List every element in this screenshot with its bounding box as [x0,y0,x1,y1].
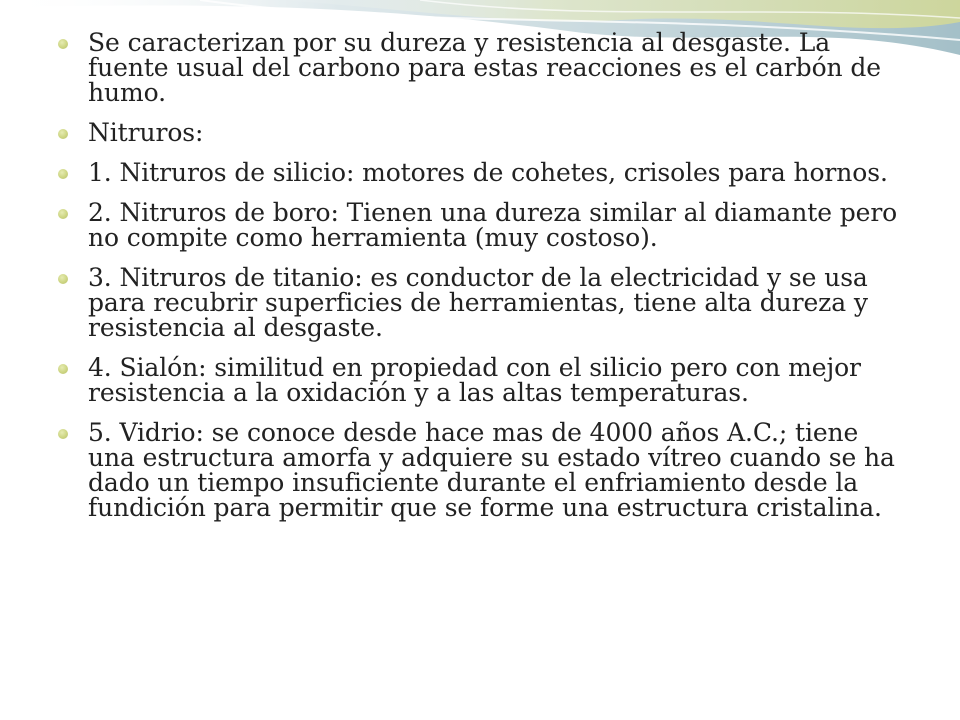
bullet-text: 1. Nitruros de silicio: motores de cohetes, crisoles para hornos. [88,158,888,187]
bullet-item [58,265,908,340]
bullet-dot-icon [58,429,68,439]
bullet-text: 4. Sialón: similitud en propiedad con el silicio pero con mejor resistencia a la oxidación y a las altas temperaturas. [88,353,861,407]
bullet-text: Nitruros: [88,118,204,147]
bullet-dot-icon [58,169,68,179]
bullet-item [58,160,908,185]
bullet-dot-icon [58,39,68,49]
bullet-text: 2. Nitruros de boro: Tienen una dureza similar al diamante pero no compite como herramienta (muy costoso). [88,198,898,252]
bullet-text: 5. Vidrio: se conoce desde hace mas de 4000 años A.C.; tiene una estructura amorfa y adquiere su estado vítreo cuando se ha dado un tiempo insuficiente durante el enfriamiento desde la fundición para permitir que se forme una estructura cristalina. [88,418,895,522]
bullet-text: 3. Nitruros de titanio: es conductor de la electricidad y se usa para recubrir superficies de herramientas, tiene alta dureza y resistencia al desgaste. [88,263,868,342]
bullet-dot-icon [58,129,68,139]
bullet-item [58,30,908,105]
bullet-item [58,120,908,145]
bullet-item [58,420,908,520]
bullet-dot-icon [58,209,68,219]
slide-body [58,30,908,535]
bullet-item [58,355,908,405]
bullet-dot-icon [58,274,68,284]
bullet-list [58,30,908,520]
bullet-text: Se caracterizan por su dureza y resistencia al desgaste. La fuente usual del carbono para estas reacciones es el carbón de humo. [88,28,881,107]
bullet-item [58,200,908,250]
bullet-dot-icon [58,364,68,374]
